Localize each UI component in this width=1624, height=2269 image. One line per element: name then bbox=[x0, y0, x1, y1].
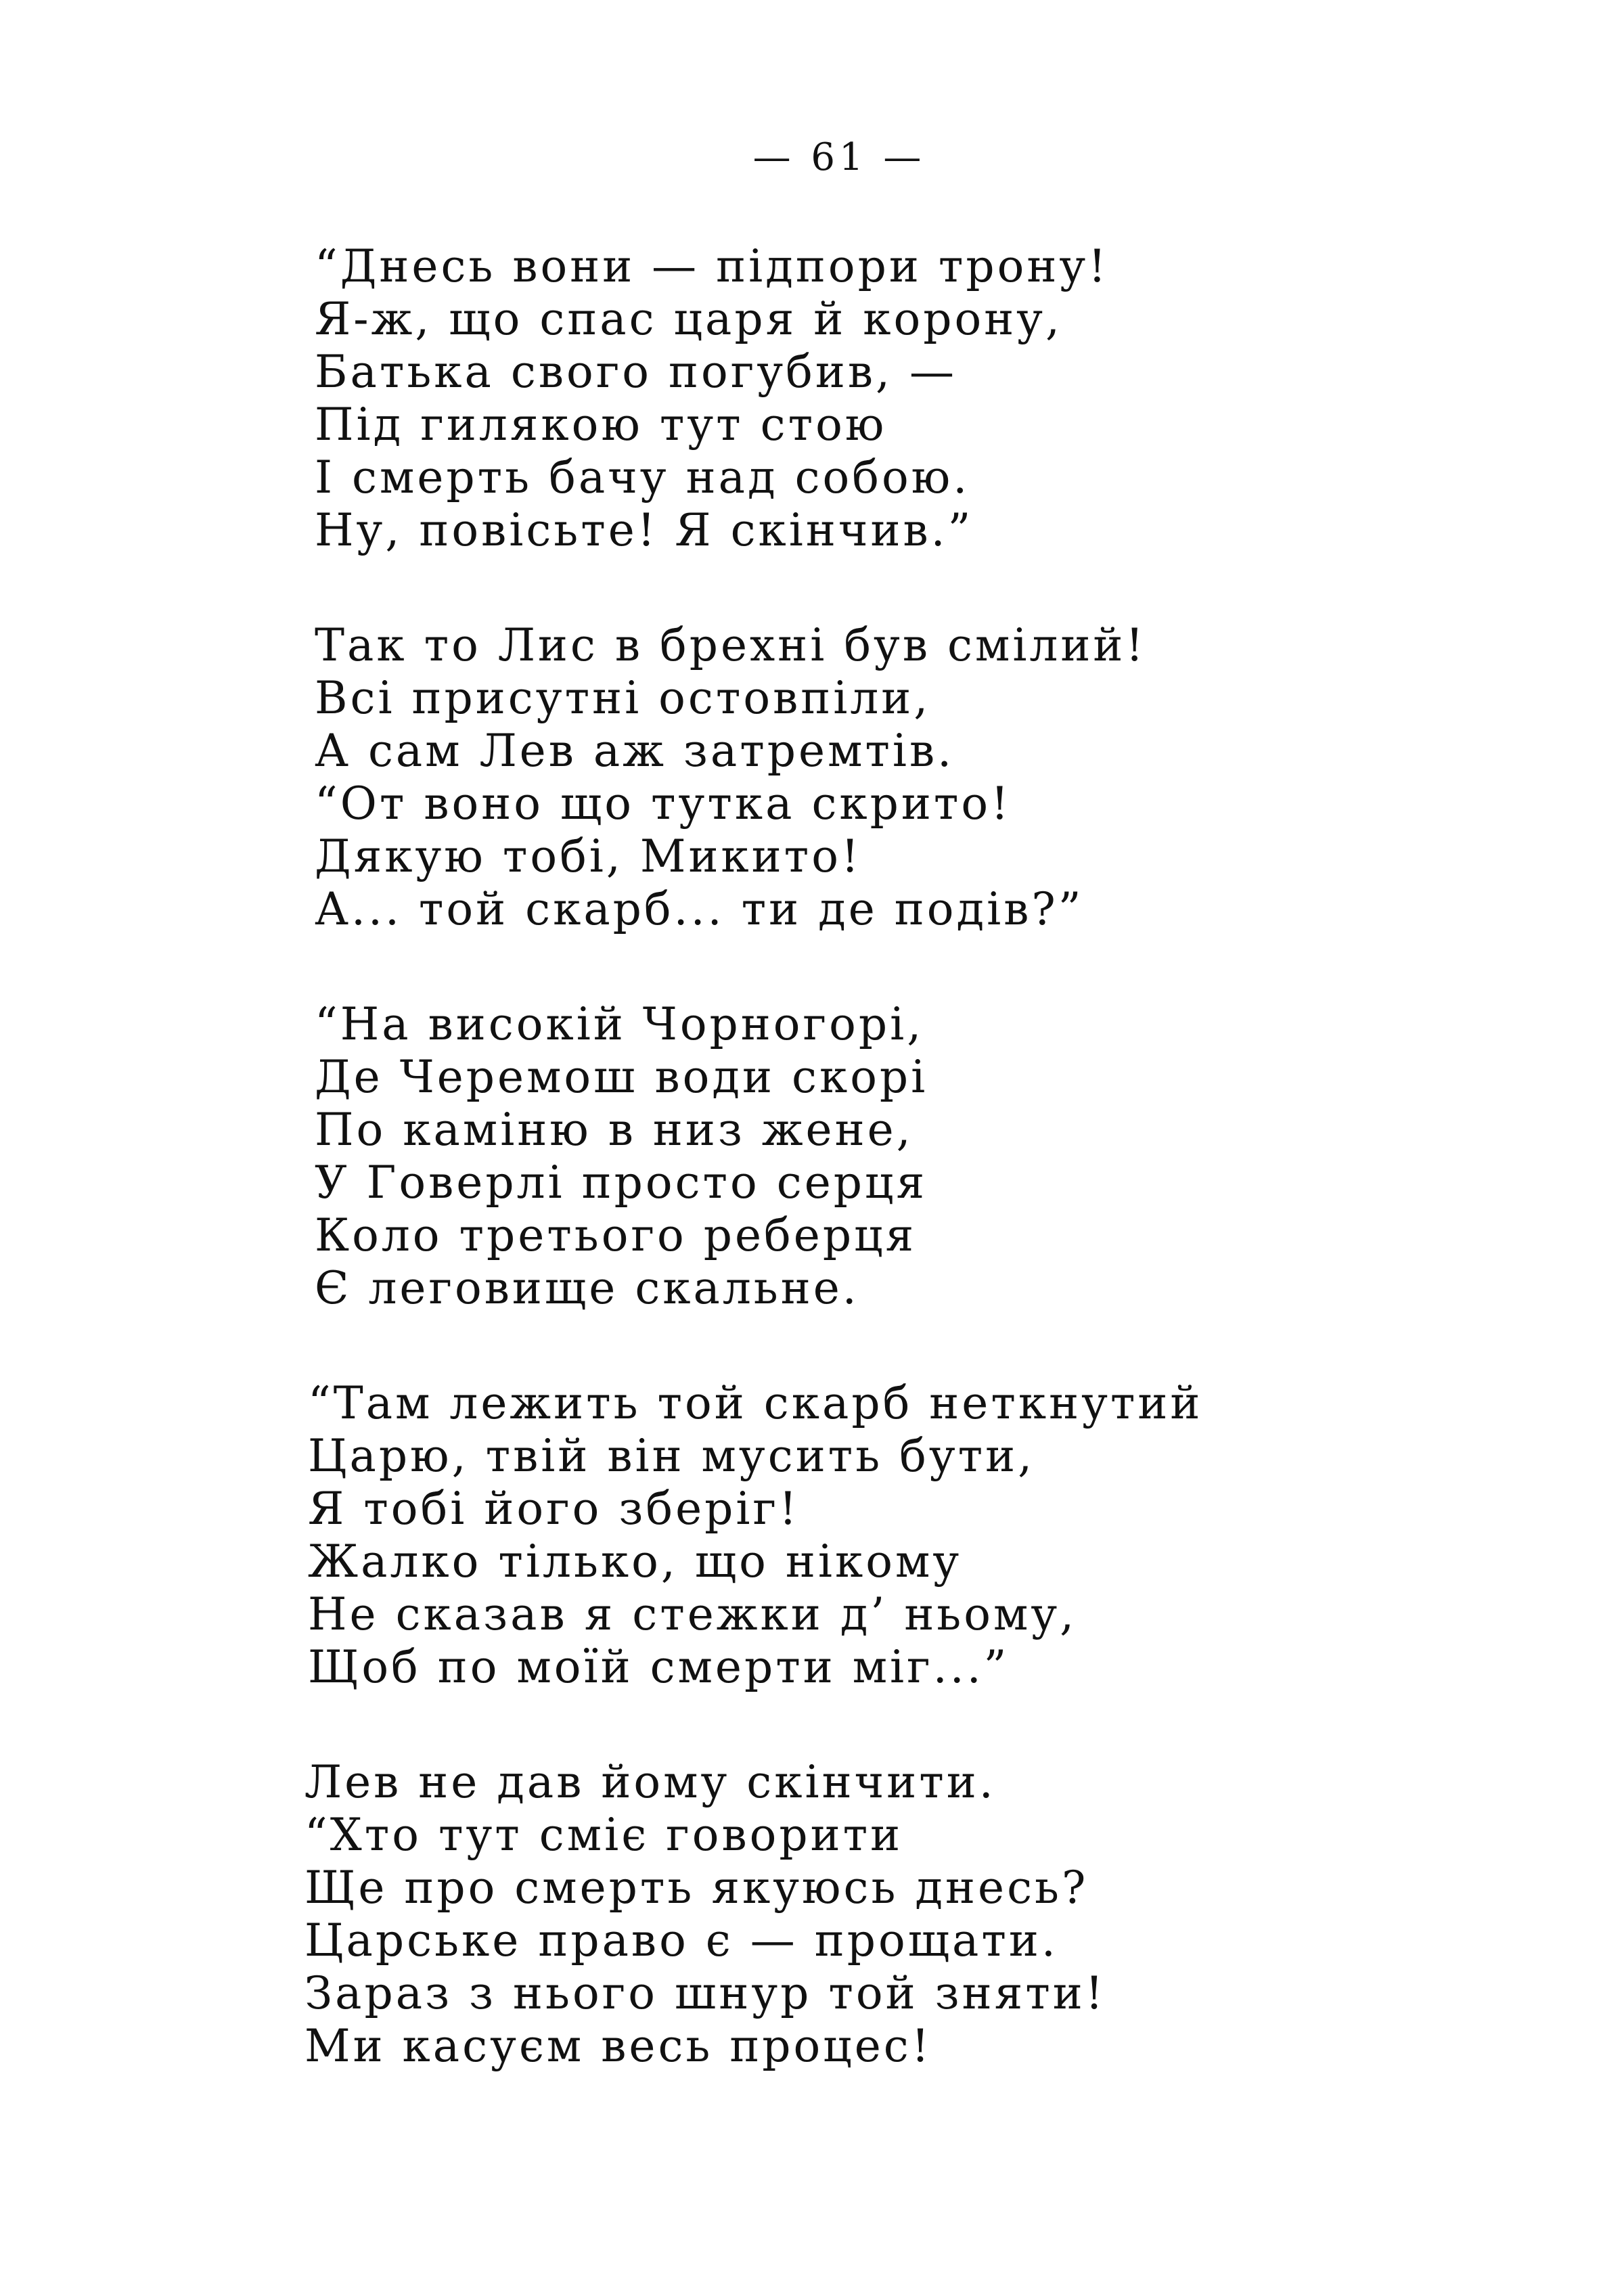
poem-line: Не сказав я стежки д’ ньому, bbox=[308, 1588, 1077, 1640]
poem-line: “Днесь вони — підпори трону! bbox=[315, 240, 1109, 292]
stanza-5 bbox=[304, 1756, 1106, 2073]
poem-line: Так то Лис в брехні був смілий! bbox=[315, 619, 1146, 671]
poem-line: По каміню в низ жене, bbox=[315, 1104, 914, 1156]
stanza-4 bbox=[308, 1377, 1202, 1694]
poem-line: “Там лежить той скарб неткнутий bbox=[308, 1377, 1203, 1429]
poem-line: І смерть бачу над собою. bbox=[315, 451, 970, 503]
poem-line: Під гилякою тут стою bbox=[315, 399, 887, 451]
poem-line: А... той скарб... ти де подів?” bbox=[315, 883, 1084, 935]
stanza-2 bbox=[315, 619, 1146, 936]
poem-line: Батька свого погубив, — bbox=[315, 346, 957, 398]
poem-line: Всі присутні остовпіли, bbox=[315, 672, 931, 724]
poem-line: Ще про смерть якуюсь днесь? bbox=[304, 1862, 1089, 1914]
poem-line: “На високій Чорногорі, bbox=[315, 998, 924, 1050]
poem-line: Царське право є — прощати. bbox=[304, 1914, 1058, 1967]
poem-line: Лев не дав йому скінчити. bbox=[304, 1756, 996, 1808]
poem-line: Коло третього реберця bbox=[315, 1209, 917, 1261]
poem-line: Жалко тілько, що нікому bbox=[308, 1535, 962, 1588]
poem-line: Є леговище скальне. bbox=[315, 1262, 859, 1314]
poem-line: “От воно що тутка скрито! bbox=[315, 778, 1012, 830]
poem-line: Царю, твій він мусить бути, bbox=[308, 1430, 1035, 1482]
poem-line: Ми касуєм весь процес! bbox=[304, 2020, 932, 2072]
poem-line: У Говерлі просто серця bbox=[315, 1156, 928, 1209]
poem-line: Зараз з нього шнур той зняти! bbox=[304, 1967, 1106, 2019]
page-number: — 61 — bbox=[752, 135, 926, 179]
poem-line: Дякую тобі, Микито! bbox=[315, 830, 862, 882]
stanza-1 bbox=[315, 240, 1109, 557]
poem-line: А сам Лев аж затремтів. bbox=[315, 725, 955, 777]
poem-line: Де Черемош води скорі bbox=[315, 1051, 928, 1103]
poem-line: Я-ж, що спас царя й корону, bbox=[315, 293, 1062, 345]
poem-line: Щоб по моїй смерти міг...” bbox=[308, 1641, 1010, 1693]
stanza-3 bbox=[315, 998, 928, 1315]
poem-line: “Хто тут сміє говорити bbox=[304, 1809, 903, 1861]
poem-line: Ну, повісьте! Я скінчив.” bbox=[315, 504, 974, 556]
poem-line: Я тобі його зберіг! bbox=[308, 1483, 800, 1535]
